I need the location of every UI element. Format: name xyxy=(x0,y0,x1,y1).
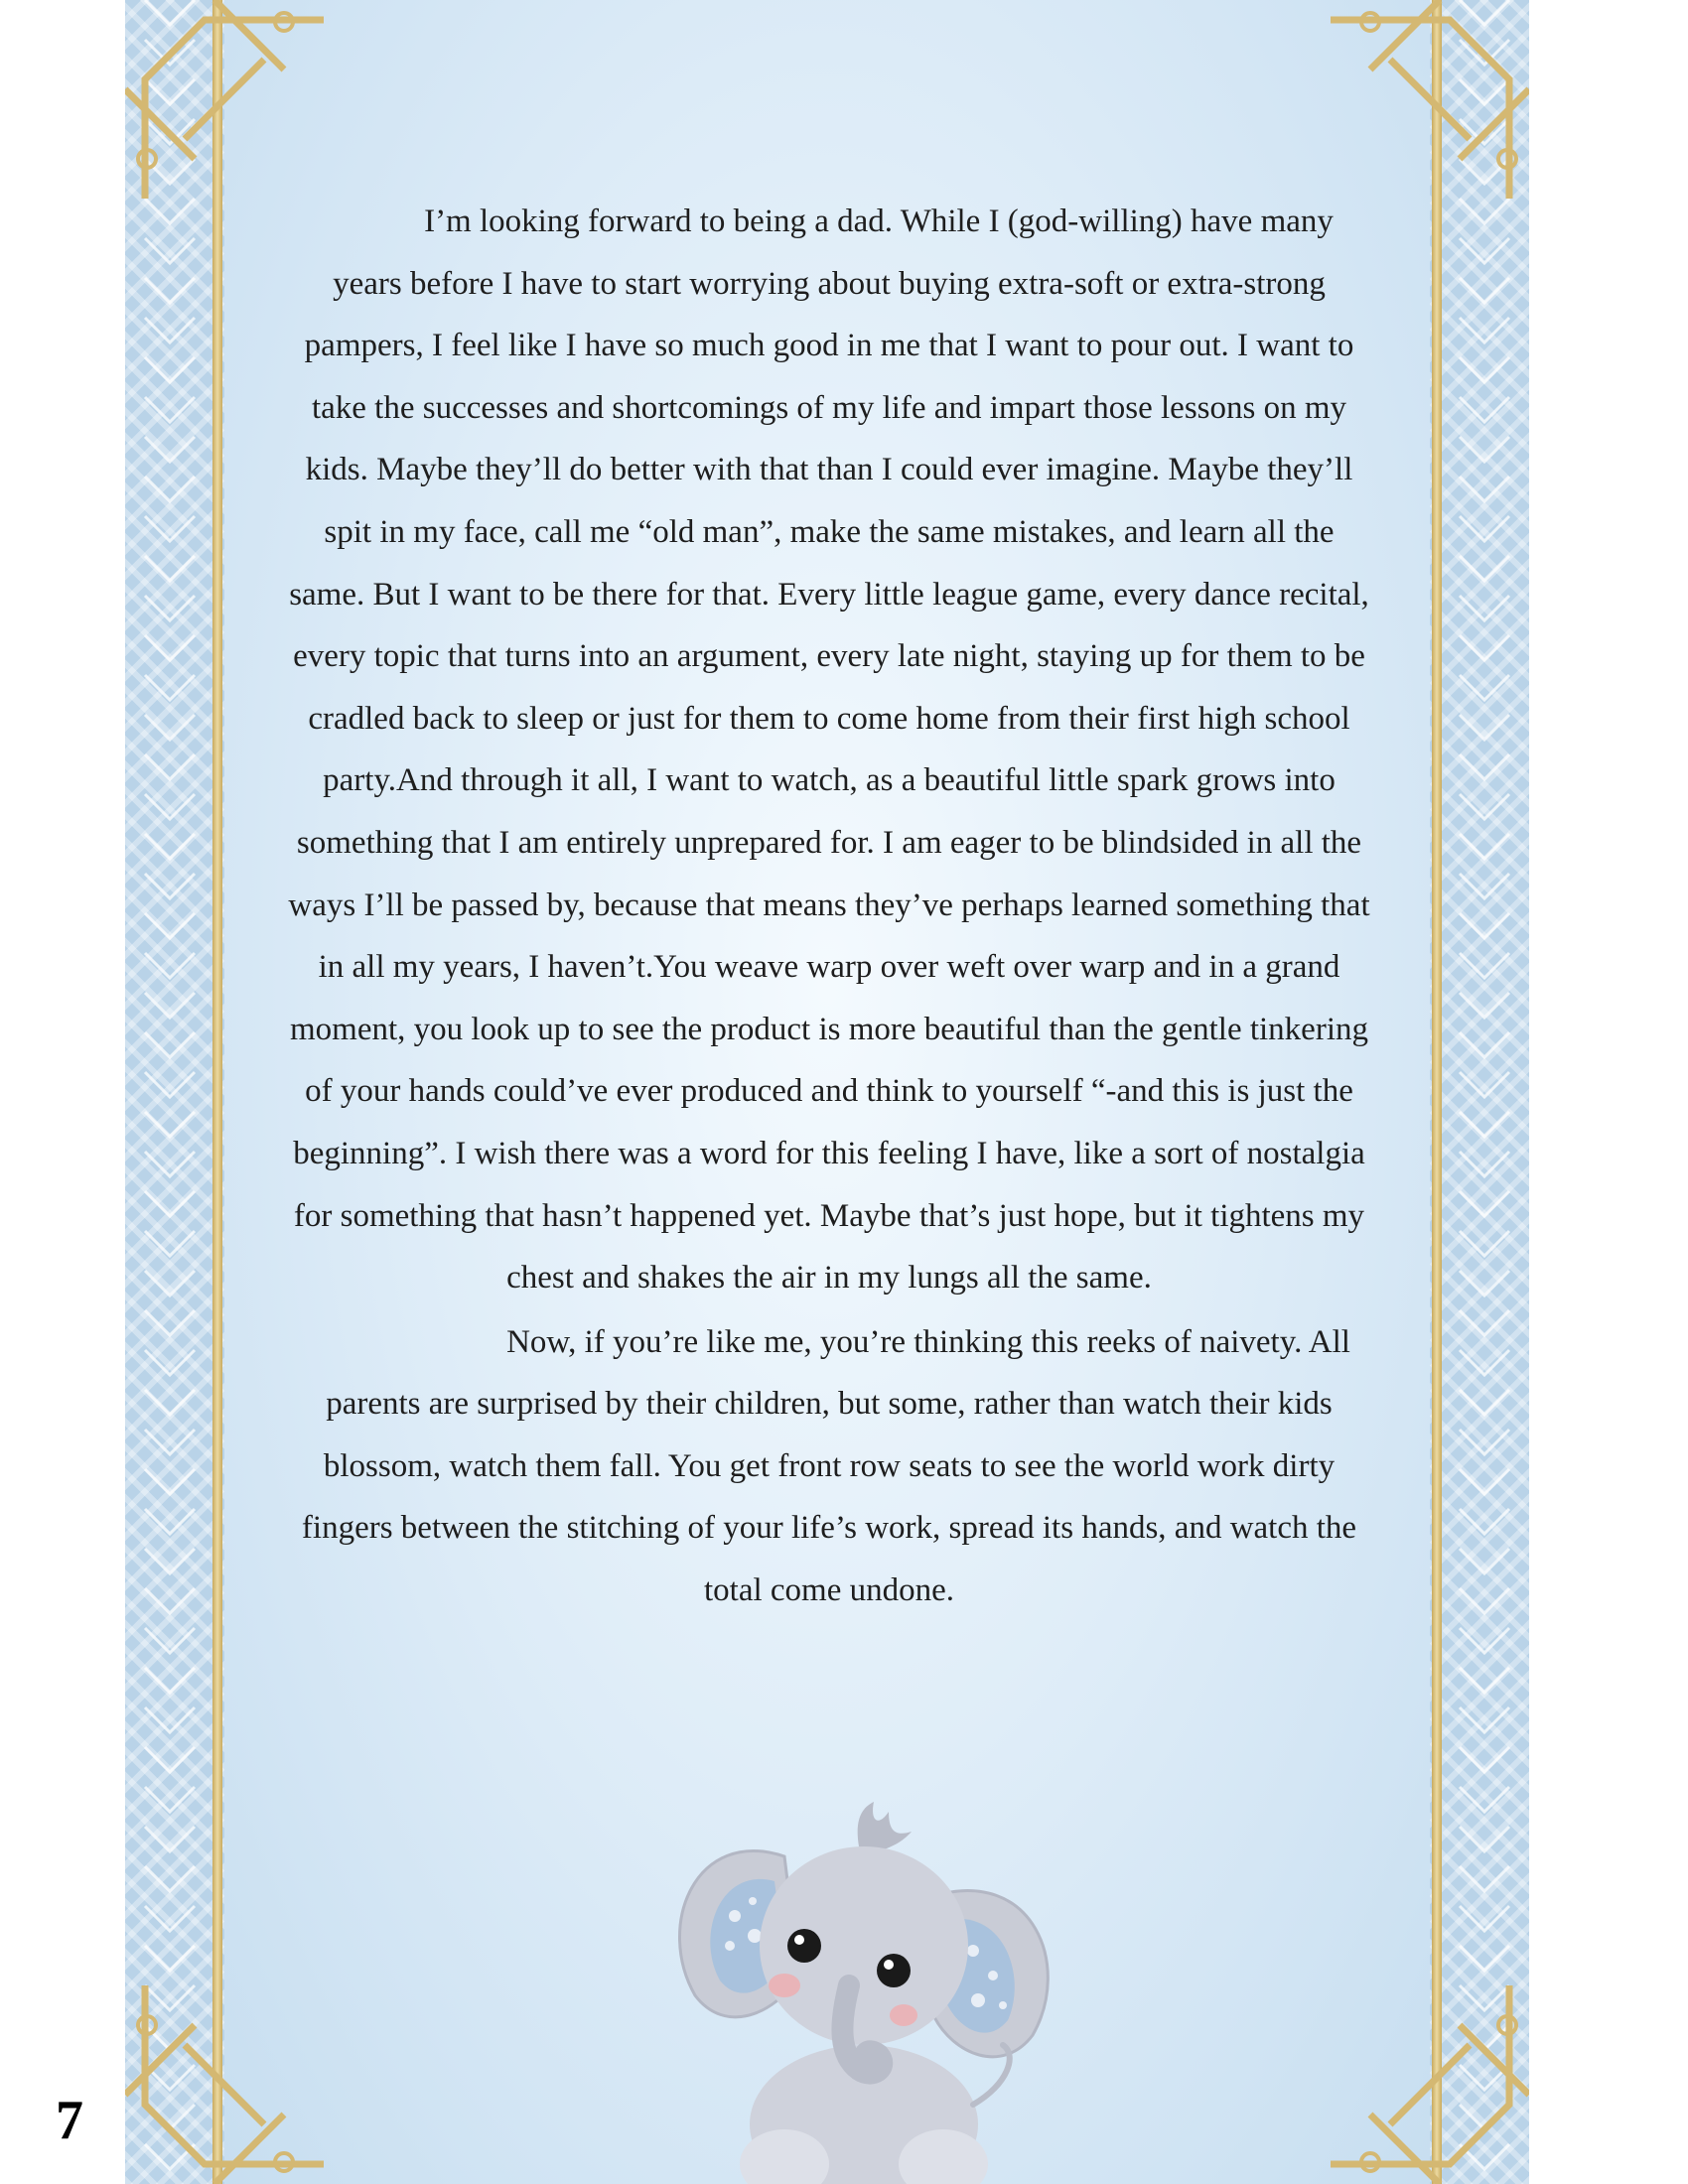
top-right-corner-ornament xyxy=(1331,0,1529,199)
paragraph-1: I’m looking forward to being a dad. While I (god-willing) have many years before I have to start worrying about buying extra-soft or extra-strong pampers, I feel like I have so much good in me that I want to pour out. I want to take the successes and shortcomings of my life and impart those lessons on my kids. Maybe they’ll do better with that than I could ever imagine. Maybe they’ll spit in my face, call me “old man”, make the same mistakes, and learn all the same. But I want to be there for that. Every little league game, every dance recital, every topic that turns into an argument, every late night, staying up for them to be cradled back to sleep or just for them to come home from their first high school party.And through it all, I want to watch, as a beautiful little spark grows into something that I am entirely unprepared for. I am eager to be blindsided in all the ways I’ll be passed by, because that means they’ve perhaps learned something that in all my years, I haven’t.You weave warp over weft over warp and in a grand moment, you look up to see the product is more beautiful than the gentle tinkering of your hands could’ve ever produced and think to yourself “-and this is just the beginning”. I wish there was a word for this feeling I have, like a sort of nostalgia for something that hasn’t happened yet. Maybe that’s just hope, but it tightens my chest and shakes the air in my lungs all the same. xyxy=(288,204,1370,1297)
left-chevron-strip xyxy=(135,0,205,2184)
bottom-right-corner-ornament xyxy=(1331,1985,1529,2184)
elephant-right-eye xyxy=(877,1954,911,1987)
top-left-corner-ornament xyxy=(125,0,324,199)
right-gold-border xyxy=(1432,0,1442,2184)
page-number: 7 xyxy=(56,2090,83,2151)
left-gold-border xyxy=(212,0,222,2184)
body-text xyxy=(288,191,1370,1622)
elephant-right-cheek xyxy=(890,2004,917,2026)
elephant-left-cheek xyxy=(769,1974,800,1997)
baby-elephant-illustration xyxy=(635,1787,1092,2184)
right-chevron-strip xyxy=(1450,0,1519,2184)
bottom-left-corner-ornament xyxy=(125,1985,324,2184)
paragraph-2: Now, if you’re like me, you’re thinking this reeks of naivety. All parents are surprised by their children, but some, rather than watch their kids blossom, watch them fall. You get front row seats to see the world work dirty fingers between the stitching of your life’s work, spread its hands, and watch the total come undone. xyxy=(301,1323,1357,1609)
elephant-left-eye xyxy=(787,1929,821,1963)
